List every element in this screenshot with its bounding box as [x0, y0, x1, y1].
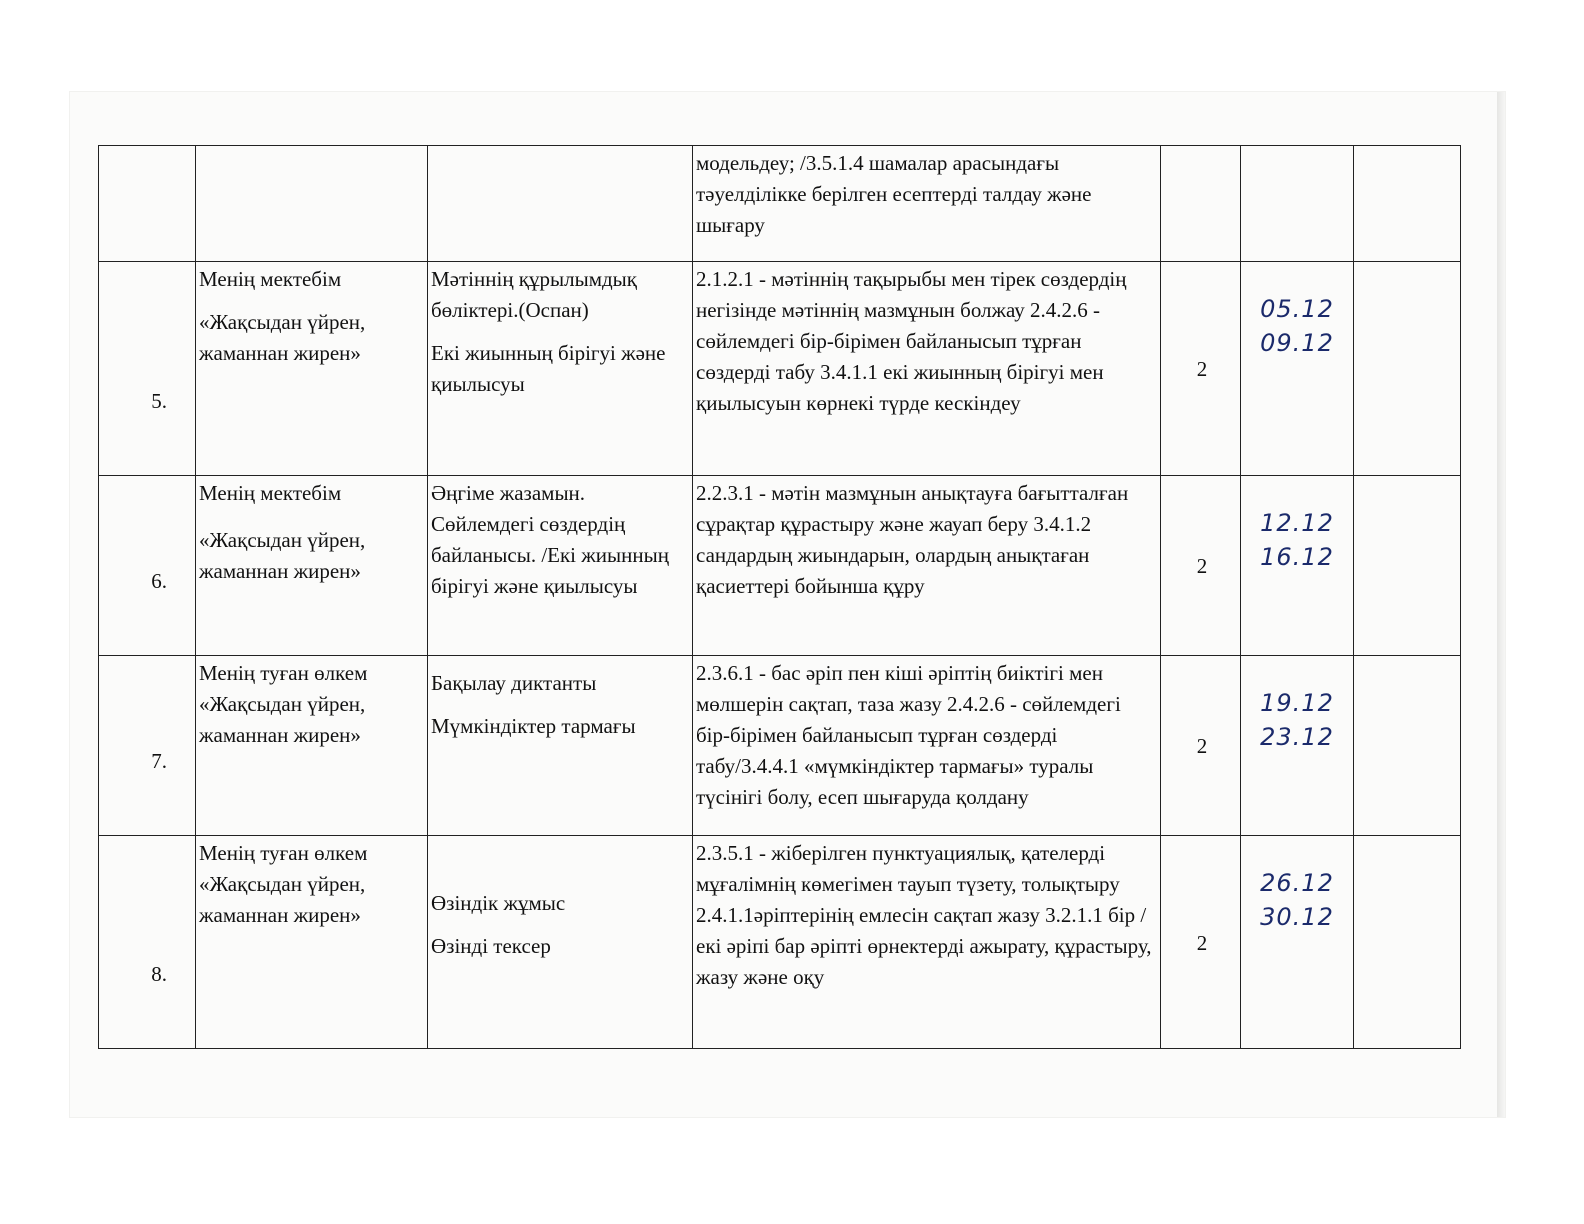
- table-row: [99, 262, 1461, 476]
- handwritten-date: 23.12: [1260, 723, 1334, 751]
- objective-text: 2.3.5.1 - жіберілген пунктуациялық, қателерді мұғалімнің көмегімен тауып түзету, толықтыру 2.4.1.1әріптерінің емлесін сақтап жазу 3.2.1.1 бір /екі әріпі бар әріпті өрнектерді ажырату, құрастыру, жазу және оқу: [696, 841, 1152, 989]
- row-number: 8.: [99, 836, 196, 1049]
- lesson-line: Өзіндік жұмыс: [431, 891, 566, 915]
- dates-cell: [1241, 476, 1354, 656]
- handwritten-date: 19.12: [1260, 689, 1334, 717]
- notes-cell: [1354, 476, 1461, 656]
- table-row: [99, 836, 1461, 1049]
- hours-cell: 2: [1161, 656, 1241, 836]
- lesson-cell: [428, 476, 693, 656]
- hours-cell: [1161, 146, 1241, 262]
- handwritten-date: 16.12: [1260, 543, 1334, 571]
- topic-cell: [196, 262, 428, 476]
- objective-text: 2.1.2.1 - мәтіннің тақырыбы мен тірек сөздердің негізінде мәтіннің мазмұнын болжау 2.4.2.6 - сөйлемдегі бір-бірімен байланысып тұрған сөздерді табу 3.4.1.1 екі жиынның бірігуі мен қиылысуын көрнекі түрде кескіндеу: [696, 267, 1127, 415]
- topic-cell: [196, 146, 428, 262]
- hours-cell: 2: [1161, 262, 1241, 476]
- hours-cell: 2: [1161, 836, 1241, 1049]
- row-number: 6.: [99, 476, 196, 656]
- topic-line: Менің туған өлкем «Жақсыдан үйрен, жаманнан жирен»: [199, 841, 368, 927]
- objective-text: 2.3.6.1 - бас әріп пен кіші әріптің биіктігі мен мөлшерін сақтап, таза жазу 2.4.2.6 - сөйлемдегі бір-бірімен байланысып тұрған сөздерді табу/3.4.4.1 «мүмкіндіктер тармағы» туралы түсінігі болу, есеп шығаруда қолдану: [696, 661, 1121, 809]
- hours-cell: 2: [1161, 476, 1241, 656]
- lesson-line: Өзінді тексер: [431, 934, 551, 958]
- paper-edge: [1497, 92, 1505, 1117]
- topic-line: Менің мектебім: [199, 267, 342, 291]
- notes-cell: [1354, 262, 1461, 476]
- row-number: 7.: [99, 656, 196, 836]
- row-number-cell: [99, 146, 196, 262]
- lesson-cell: [428, 656, 693, 836]
- objective-cell: [693, 146, 1161, 262]
- lesson-line: Әңгіме жазамын. Сөйлемдегі сөздердің байланысы. /Екі жиынның бірігуі және қиылысуы: [431, 481, 669, 598]
- lesson-cell: [428, 836, 693, 1049]
- lesson-cell: [428, 262, 693, 476]
- objective-cell: [693, 262, 1161, 476]
- topic-line: Менің туған өлкем «Жақсыдан үйрен, жаманнан жирен»: [199, 661, 368, 747]
- topic-cell: [196, 836, 428, 1049]
- objective-cell: [693, 656, 1161, 836]
- dates-cell: [1241, 656, 1354, 836]
- dates-cell: [1241, 836, 1354, 1049]
- topic-cell: [196, 656, 428, 836]
- handwritten-date: 12.12: [1260, 509, 1334, 537]
- lesson-line: Екі жиынның бірігуі және қиылысуы: [431, 341, 666, 396]
- lesson-plan-table: [98, 145, 1461, 1049]
- handwritten-date: 05.12: [1260, 295, 1334, 323]
- objective-cell: [693, 476, 1161, 656]
- notes-cell: [1354, 656, 1461, 836]
- table-row: [99, 146, 1461, 262]
- topic-line: «Жақсыдан үйрен, жаманнан жирен»: [199, 528, 366, 583]
- objective-text: 2.2.3.1 - мәтін мазмұнын анықтауға бағытталған сұрақтар құрастыру және жауап беру 3.4.1.2 сандардың жиындарын, олардың анықтаған қасиеттері бойынша құру: [696, 481, 1129, 598]
- lesson-line: Мәтіннің құрылымдық бөліктері.(Оспан): [431, 267, 637, 322]
- row-number: 5.: [99, 262, 196, 476]
- lesson-line: Бақылау диктанты: [431, 671, 597, 695]
- notes-cell: [1354, 146, 1461, 262]
- lesson-cell: [428, 146, 693, 262]
- handwritten-date: 30.12: [1260, 903, 1334, 931]
- objective-text: модельдеу; /3.5.1.4 шамалар арасындағы тәуелділікке берілген есептерді талдау және шығару: [696, 151, 1092, 237]
- topic-line: Менің мектебім: [199, 481, 342, 505]
- objective-cell: [693, 836, 1161, 1049]
- table-row: [99, 476, 1461, 656]
- topic-cell: [196, 476, 428, 656]
- notes-cell: [1354, 836, 1461, 1049]
- table-row: [99, 656, 1461, 836]
- dates-cell: [1241, 262, 1354, 476]
- handwritten-date: 26.12: [1260, 869, 1334, 897]
- topic-line: «Жақсыдан үйрен, жаманнан жирен»: [199, 310, 366, 365]
- lesson-line: Мүмкіндіктер тармағы: [431, 714, 636, 738]
- handwritten-date: 09.12: [1260, 329, 1334, 357]
- dates-cell: [1241, 146, 1354, 262]
